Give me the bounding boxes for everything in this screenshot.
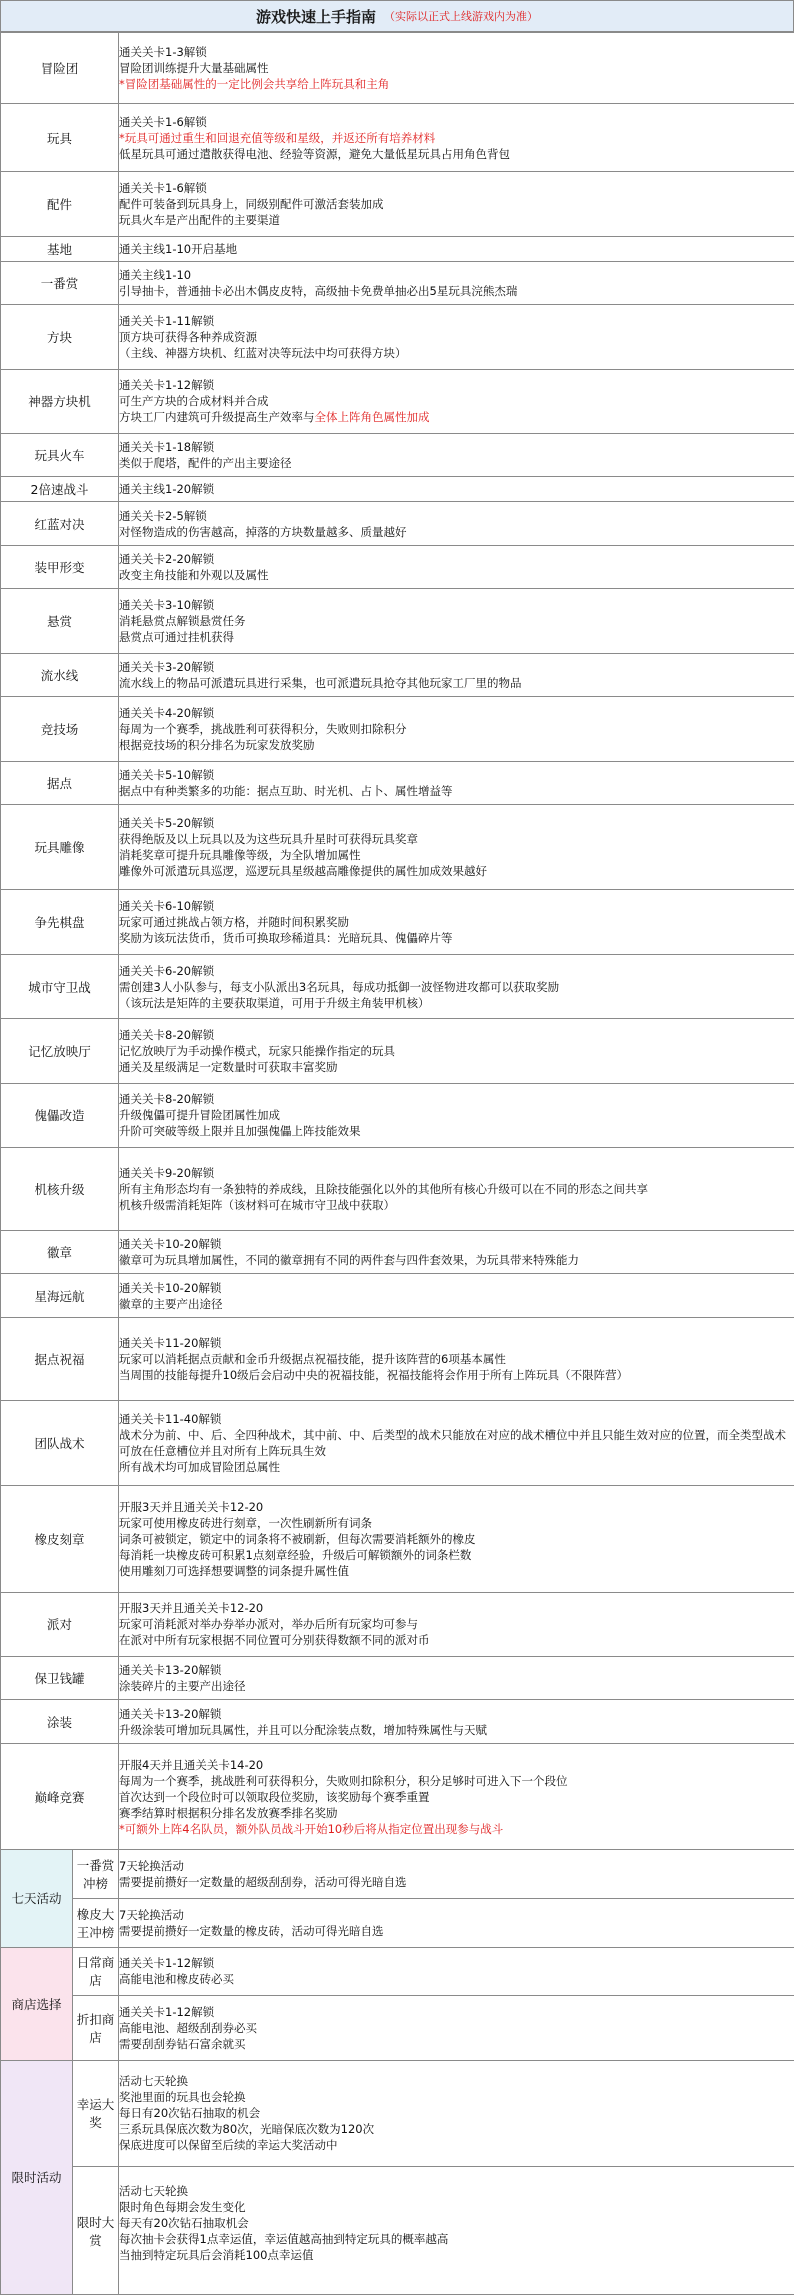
desc-line: 高能电池、超级刮刮券必买 (119, 2020, 258, 2035)
feature-description (119, 1743, 794, 1850)
feature-description (119, 1019, 794, 1083)
desc-line: 在派对中所有玩家根据不同位置可分别获得数额不同的派对币 (119, 1633, 430, 1648)
desc-line: 通关关卡4-20解锁 (119, 705, 215, 720)
page-title: 游戏快速上手指南 (255, 7, 376, 26)
desc-line: 通关及星级满足一定数量时可获取丰富奖励 (119, 1059, 338, 1074)
desc-line: 通关关卡5-10解锁 (119, 767, 215, 782)
desc-line: 需要提前攒好一定数量的超级刮刮券，活动可得光暗自选 (119, 1875, 407, 1890)
feature-description (119, 477, 794, 502)
table-row (1, 1592, 794, 1656)
desc-line: 通关关卡11-40解锁 (119, 1411, 222, 1426)
table-row (1, 261, 794, 304)
desc-line: 冒险团训练提升大量基础属性 (119, 61, 269, 75)
table-row (1, 954, 794, 1018)
desc-line: 每天有20次钻石抽取机会 (119, 2215, 249, 2230)
desc-line: 流水线上的物品可派遣玩具进行采集，也可派遣玩具抢夺其他玩家工厂里的物品 (119, 675, 522, 690)
desc-line: 开服4天并且通关关卡14-20 (119, 1757, 264, 1772)
table-row (1, 104, 794, 172)
feature-name: 团队战术 (1, 1400, 119, 1485)
feature-description (119, 697, 794, 761)
table-row (1, 1400, 794, 1485)
table-row (1, 545, 794, 588)
desc-line: 玩家可以消耗据点贡献和金币升级据点祝福技能，提升该阵营的6项基本属性 (119, 1351, 506, 1366)
desc-line: 开服3天并且通关关卡12-20 (119, 1499, 264, 1514)
desc-text: 方块工厂内建筑可升级提高生产效率与 (119, 410, 315, 425)
feature-name: 玩具火车 (1, 434, 119, 477)
desc-line: 每周为一个赛季，挑战胜利可获得积分，失败则扣除积分，积分足够时可进入下一个段位 (119, 1773, 568, 1788)
table-row (1, 1898, 794, 1947)
desc-line: 活动七天轮换 (119, 2183, 189, 2198)
desc-line: （该玩法是矩阵的主要获取渠道，可用于升级主角装甲机核） (119, 995, 430, 1010)
feature-name: 傀儡改造 (1, 1083, 119, 1147)
desc-line: 使用雕刻刀可选择想要调整的词条提升属性值 (119, 1563, 350, 1578)
feature-description (119, 33, 794, 104)
desc-line: 三系玩具保底次数为80次，光暗保底次数为120次 (119, 2122, 375, 2137)
feature-name: 派对 (1, 1592, 119, 1656)
desc-line: 通关关卡1-3解锁 (119, 45, 207, 59)
highlight-line: *可额外上阵4名队员，额外队员战斗开始10秒后将从指定位置出现参与战斗 (119, 1821, 504, 1836)
desc-line: 顶方块可获得各种养成资源 (119, 329, 258, 344)
feature-name: 玩具雕像 (1, 804, 119, 889)
desc-line: 获得绝版及以上玩具以及为这些玩具升星时可获得玩具奖章 (119, 832, 419, 847)
desc-line: 限时角色每期会发生变化 (119, 2199, 246, 2214)
table-row (1, 653, 794, 696)
desc-line: 通关关卡10-20解锁 (119, 1280, 222, 1295)
feature-description (119, 1230, 794, 1273)
desc-line: 低星玩具可通过遣散获得电池、经验等资源，避免大量低星玩具占用角色背包 (119, 146, 511, 161)
feature-description (119, 1486, 794, 1593)
desc-line: 通关主线1-10 (119, 268, 192, 282)
desc-line: 活动七天轮换 (119, 2074, 189, 2089)
feature-description (119, 369, 794, 433)
desc-line: 当周围的技能每提升10级后会启动中央的祝福技能，祝福技能将会作用于所有上阵玩具（不限阵营） (119, 1367, 629, 1382)
table-row (1, 1230, 794, 1273)
feature-description (119, 104, 794, 172)
desc-line: 通关关卡1-11解锁 (119, 313, 215, 328)
feature-name: 一番赏冲榜 (73, 1850, 119, 1899)
feature-description (119, 1274, 794, 1317)
desc-line: 7天轮换活动 (119, 1907, 184, 1922)
desc-line: 每周为一个赛季，挑战胜利可获得积分，失败则扣除积分 (119, 721, 407, 736)
feature-description (119, 305, 794, 369)
table-row (1, 477, 794, 502)
desc-line: 涂装碎片的主要产出途径 (119, 1679, 246, 1694)
feature-name: 方块 (1, 305, 119, 369)
table-row (1, 1019, 794, 1083)
group-label: 商店选择 (1, 1947, 73, 2060)
feature-description (119, 502, 794, 545)
table-row (1, 1148, 794, 1231)
desc-line: 通关关卡2-5解锁 (119, 508, 207, 523)
feature-description (119, 1317, 794, 1400)
desc-line: 7天轮换活动 (119, 1859, 184, 1874)
feature-name: 2倍速战斗 (1, 477, 119, 502)
desc-line: 每次抽卡会获得1点幸运值，幸运值越高抽到特定玩具的概率越高 (119, 2231, 449, 2246)
feature-description (119, 589, 794, 653)
desc-line: 可生产方块的合成材料并合成 (119, 394, 269, 409)
desc-line: 高能电池和橡皮砖必买 (119, 1972, 235, 1987)
desc-line: 对怪物造成的伤害越高，掉落的方块数量越多、质量越好 (119, 524, 407, 539)
feature-name: 橡皮刻章 (1, 1486, 119, 1593)
feature-name: 保卫钱罐 (1, 1657, 119, 1700)
feature-description (119, 1947, 794, 1996)
desc-line: 奖池里面的玩具也会轮换 (119, 2090, 246, 2105)
desc-line: 需创建3人小队参与，每支小队派出3名玩具，每成功抵御一波怪物进攻都可以获取奖励 (119, 979, 560, 994)
desc-line: 通关关卡1-6解锁 (119, 181, 207, 196)
desc-line: 每消耗一块橡皮砖可积累1点刻章经验，升级后可解锁额外的词条栏数 (119, 1547, 472, 1562)
desc-line: 奖励为该玩法货币，货币可换取珍稀道具：光暗玩具、傀儡碎片等 (119, 931, 453, 946)
feature-name: 据点 (1, 761, 119, 804)
desc-line: 通关关卡8-20解锁 (119, 1027, 215, 1042)
feature-name: 一番赏 (1, 261, 119, 304)
feature-name: 冒险团 (1, 33, 119, 104)
feature-description (119, 2060, 794, 2167)
feature-name: 日常商店 (73, 1947, 119, 1996)
highlight-text: 全体上阵角色属性加成 (314, 410, 430, 425)
guide-table (0, 32, 794, 2295)
feature-name: 悬赏 (1, 589, 119, 653)
feature-name: 幸运大奖 (73, 2060, 119, 2167)
feature-description (119, 261, 794, 304)
table-row (1, 1317, 794, 1400)
table-row (1, 697, 794, 761)
feature-name: 红蓝对决 (1, 502, 119, 545)
desc-line: 通关关卡13-20解锁 (119, 1663, 222, 1678)
group-label: 七天活动 (1, 1850, 73, 1947)
feature-name: 基地 (1, 236, 119, 261)
table-row (1, 804, 794, 889)
feature-description (119, 545, 794, 588)
table-row (1, 502, 794, 545)
table-row (1, 236, 794, 261)
table-row (1, 1947, 794, 1996)
feature-description (119, 761, 794, 804)
desc-line: 根据竞技场的积分排名为玩家发放奖励 (119, 737, 315, 752)
desc-line: 通关关卡5-20解锁 (119, 816, 215, 831)
desc-line: 悬赏点可通过挂机获得 (119, 629, 235, 644)
desc-line: 通关关卡10-20解锁 (119, 1237, 222, 1252)
desc-line: 机核升级需消耗矩阵（该材料可在城市守卫战中获取） (119, 1198, 396, 1213)
feature-description (119, 1083, 794, 1147)
desc-line: 改变主角技能和外观以及属性 (119, 568, 269, 583)
table-row (1, 1083, 794, 1147)
desc-line: 升级傀儡可提升冒险团属性加成 (119, 1108, 281, 1123)
feature-description (119, 1148, 794, 1231)
desc-line: 通关关卡9-20解锁 (119, 1166, 215, 1181)
feature-name: 玩具 (1, 104, 119, 172)
desc-line: 保底进度可以保留至后续的幸运大奖活动中 (119, 2138, 338, 2153)
desc-line: 通关关卡3-20解锁 (119, 659, 215, 674)
desc-line: 战术分为前、中、后、全四种战术，其中前、中、后类型的战术只能放在对应的战术槽位中并且只能生效对应的位置，而全类型战术可放在任意槽位并且对所有上阵玩具生效 (119, 1427, 787, 1458)
desc-line: 通关关卡1-12解锁 (119, 378, 215, 393)
feature-description (119, 2167, 794, 2295)
table-row (1, 33, 794, 104)
table-row (1, 1700, 794, 1743)
desc-line: 引导抽卡，普通抽卡必出木偶皮皮特，高级抽卡免费单抽必出5星玩具浣熊杰瑞 (119, 284, 518, 298)
desc-line: 需要提前攒好一定数量的橡皮砖，活动可得光暗自选 (119, 1923, 384, 1938)
desc-line: 通关关卡1-6解锁 (119, 114, 207, 129)
feature-description (119, 434, 794, 477)
table-row (1, 1486, 794, 1593)
highlight-line: *冒险团基础属性的一定比例会共享给上阵玩具和主角 (119, 77, 390, 91)
desc-line: 类似于爬塔，配件的产出主要途径 (119, 456, 292, 471)
desc-line: 首次达到一个段位时可以领取段位奖励，该奖励每个赛季重置 (119, 1789, 430, 1804)
table-row (1, 1657, 794, 1700)
feature-name: 城市守卫战 (1, 954, 119, 1018)
desc-line: 玩家可使用橡皮砖进行刻章，一次性刷新所有词条 (119, 1515, 373, 1530)
feature-name: 机核升级 (1, 1148, 119, 1231)
table-row (1, 434, 794, 477)
desc-line: 通关关卡1-12解锁 (119, 2004, 215, 2019)
feature-description (119, 1898, 794, 1947)
feature-description (119, 804, 794, 889)
feature-name: 折扣商店 (73, 1996, 119, 2060)
feature-name: 橡皮大王冲榜 (73, 1898, 119, 1947)
desc-line: 通关关卡1-18解锁 (119, 440, 215, 455)
feature-name: 星海远航 (1, 1274, 119, 1317)
table-row (1, 890, 794, 954)
desc-line: 配件可装备到玩具身上，同级别配件可激活套装加成 (119, 197, 384, 212)
table-row (1, 2060, 794, 2167)
feature-name: 记忆放映厅 (1, 1019, 119, 1083)
feature-name: 涂装 (1, 1700, 119, 1743)
feature-description (119, 1400, 794, 1485)
table-row (1, 369, 794, 433)
feature-description (119, 653, 794, 696)
desc-line: 通关关卡1-12解锁 (119, 1956, 215, 1971)
desc-line: 每日有20次钻石抽取的机会 (119, 2106, 261, 2121)
feature-name: 争先棋盘 (1, 890, 119, 954)
desc-line: 玩具火车是产出配件的主要渠道 (119, 213, 281, 228)
desc-line: 通关关卡6-20解锁 (119, 963, 215, 978)
desc-line: 通关关卡13-20解锁 (119, 1706, 222, 1721)
desc-line: 记忆放映厅为手动操作模式，玩家只能操作指定的玩具 (119, 1043, 396, 1058)
desc-line: 所有主角形态均有一条独特的养成线，且除技能强化以外的其他所有核心升级可以在不同的形态之间共享 (119, 1182, 649, 1197)
desc-line (119, 409, 794, 425)
desc-line: 消耗奖章可提升玩具雕像等级，为全队增加属性 (119, 848, 361, 863)
feature-name: 配件 (1, 172, 119, 236)
desc-line: 升阶可突破等级上限并且加强傀儡上阵技能效果 (119, 1124, 361, 1139)
feature-name: 流水线 (1, 653, 119, 696)
blank-line (119, 2263, 794, 2279)
highlight-line: *玩具可通过重生和回退充值等级和星级，并返还所有培养材料 (119, 130, 436, 145)
desc-line: 赛季结算时根据积分排名发放赛季排名奖励 (119, 1805, 338, 1820)
desc-line: 消耗悬赏点解锁悬赏任务 (119, 613, 246, 628)
desc-line: 需要刮刮券钻石富余就买 (119, 2036, 246, 2051)
desc-line: 通关关卡3-10解锁 (119, 597, 215, 612)
feature-name: 装甲形变 (1, 545, 119, 588)
table-row (1, 305, 794, 369)
desc-line: 通关主线1-10开启基地 (119, 241, 238, 256)
desc-line: 通关关卡11-20解锁 (119, 1335, 222, 1350)
desc-line: （主线、神器方块机、红蓝对决等玩法中均可获得方块） (119, 345, 407, 360)
desc-line: 据点中有种类繁多的功能：据点互助、时光机、占卜、属性增益等 (119, 783, 453, 798)
feature-name: 徽章 (1, 1230, 119, 1273)
header-banner (0, 0, 794, 32)
desc-line: 徽章的主要产出途径 (119, 1296, 223, 1311)
desc-line: 玩家可消耗派对举办券举办派对，举办后所有玩家均可参与 (119, 1617, 419, 1632)
table-row (1, 1850, 794, 1899)
desc-line: 通关关卡2-20解锁 (119, 552, 215, 567)
desc-line: 当抽到特定玩具后会消耗100点幸运值 (119, 2247, 314, 2262)
feature-name: 竞技场 (1, 697, 119, 761)
table-row (1, 1996, 794, 2060)
feature-description (119, 1700, 794, 1743)
feature-description (119, 1996, 794, 2060)
desc-line: 通关主线1-20解锁 (119, 482, 215, 497)
table-row (1, 172, 794, 236)
desc-line: 通关关卡6-10解锁 (119, 899, 215, 914)
feature-description (119, 890, 794, 954)
feature-description (119, 1657, 794, 1700)
feature-name: 限时大赏 (73, 2167, 119, 2295)
table-row (1, 589, 794, 653)
table-row (1, 2167, 794, 2295)
feature-description (119, 954, 794, 1018)
desc-line: 通关关卡8-20解锁 (119, 1092, 215, 1107)
table-row (1, 1743, 794, 1850)
desc-line: 玩家可通过挑战占领方格，并随时间积累奖励 (119, 915, 350, 930)
table-row (1, 761, 794, 804)
header-note: （实际以正式上线游戏内为准） (384, 10, 538, 23)
feature-description (119, 1592, 794, 1656)
feature-description (119, 236, 794, 261)
desc-line: 升级涂装可增加玩具属性，并且可以分配涂装点数，增加特殊属性与天赋 (119, 1722, 488, 1737)
desc-line: 所有战术均可加成冒险团总属性 (119, 1459, 281, 1474)
feature-name: 巅峰竞赛 (1, 1743, 119, 1850)
feature-description (119, 1850, 794, 1899)
desc-line: 开服3天并且通关关卡12-20 (119, 1601, 264, 1616)
desc-line: 徽章可为玩具增加属性，不同的徽章拥有不同的两件套与四件套效果，为玩具带来特殊能力 (119, 1253, 580, 1268)
feature-name: 据点祝福 (1, 1317, 119, 1400)
feature-name: 神器方块机 (1, 369, 119, 433)
desc-line: 雕像外可派遣玩具巡逻，巡逻玩具星级越高雕像提供的属性加成效果越好 (119, 864, 488, 879)
feature-description (119, 172, 794, 236)
table-row (1, 1274, 794, 1317)
group-label: 限时活动 (1, 2060, 73, 2294)
desc-line: 词条可被锁定，锁定中的词条将不被刷新，但每次需要消耗额外的橡皮 (119, 1531, 476, 1546)
